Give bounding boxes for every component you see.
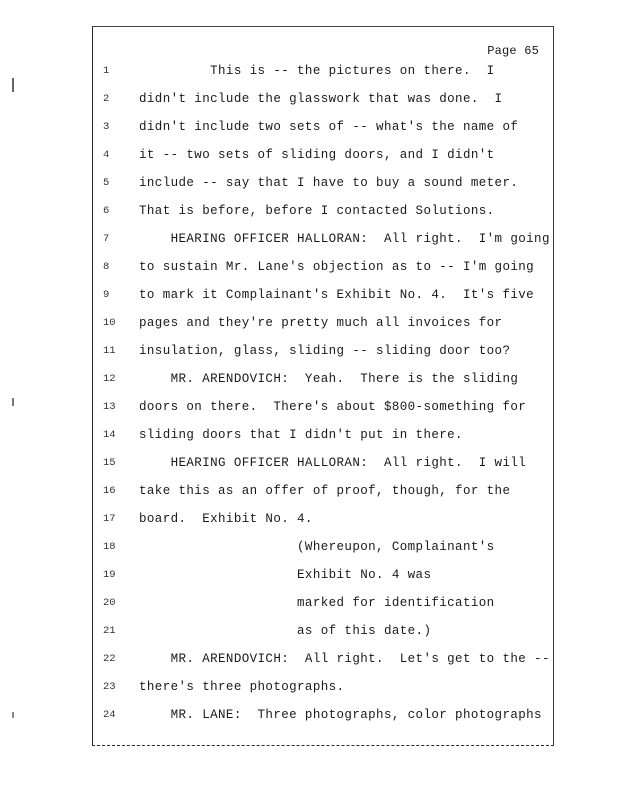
margin-mark bbox=[12, 78, 14, 92]
transcript-line bbox=[93, 289, 553, 309]
line-text: there's three photographs. bbox=[139, 680, 345, 694]
line-number: 9 bbox=[103, 289, 110, 301]
transcript-line bbox=[93, 261, 553, 281]
line-text: sliding doors that I didn't put in there. bbox=[139, 428, 463, 442]
line-text: as of this date.) bbox=[139, 624, 432, 638]
line-number: 8 bbox=[103, 261, 110, 273]
line-number: 23 bbox=[103, 681, 116, 693]
line-text: to sustain Mr. Lane's objection as to -- I'm going bbox=[139, 260, 535, 274]
line-number: 14 bbox=[103, 429, 116, 441]
transcript-line bbox=[93, 625, 553, 645]
line-number: 2 bbox=[103, 93, 110, 105]
transcript-line bbox=[93, 541, 553, 561]
line-text: MR. LANE: Three photographs, color photographs bbox=[139, 708, 542, 722]
line-text: MR. ARENDOVICH: All right. Let's get to the -- bbox=[139, 652, 550, 666]
line-text: MR. ARENDOVICH: Yeah. There is the sliding bbox=[139, 372, 519, 386]
line-number: 17 bbox=[103, 513, 116, 525]
transcript-line bbox=[93, 597, 553, 617]
line-text: HEARING OFFICER HALLORAN: All right. I'm going bbox=[139, 232, 550, 246]
line-number: 5 bbox=[103, 177, 110, 189]
line-number: 3 bbox=[103, 121, 110, 133]
line-text: doors on there. There's about $800-something for bbox=[139, 400, 527, 414]
line-text: to mark it Complainant's Exhibit No. 4. It's five bbox=[139, 288, 535, 302]
transcript-line bbox=[93, 513, 553, 533]
line-text: Exhibit No. 4 was bbox=[139, 568, 432, 582]
transcript-line bbox=[93, 177, 553, 197]
transcript-line bbox=[93, 65, 553, 85]
transcript-line bbox=[93, 401, 553, 421]
line-number: 11 bbox=[103, 345, 116, 357]
line-text: take this as an offer of proof, though, for the bbox=[139, 484, 511, 498]
transcript-line bbox=[93, 681, 553, 701]
line-number: 24 bbox=[103, 709, 116, 721]
line-text: it -- two sets of sliding doors, and I didn't bbox=[139, 148, 495, 162]
line-text: board. Exhibit No. 4. bbox=[139, 512, 313, 526]
line-text: marked for identification bbox=[139, 596, 495, 610]
line-number: 1 bbox=[103, 65, 110, 77]
line-number: 16 bbox=[103, 485, 116, 497]
transcript-line bbox=[93, 709, 553, 729]
transcript-line bbox=[93, 373, 553, 393]
line-number: 6 bbox=[103, 205, 110, 217]
transcript-line bbox=[93, 569, 553, 589]
line-number: 15 bbox=[103, 457, 116, 469]
transcript-line bbox=[93, 653, 553, 673]
line-number: 10 bbox=[103, 317, 116, 329]
line-text: didn't include the glasswork that was done. I bbox=[139, 92, 503, 106]
line-text: This is -- the pictures on there. I bbox=[139, 64, 495, 78]
page-number: Page 65 bbox=[487, 44, 539, 58]
margin-mark bbox=[12, 398, 14, 406]
line-text: didn't include two sets of -- what's the name of bbox=[139, 120, 519, 134]
transcript-line bbox=[93, 345, 553, 365]
transcript-page bbox=[92, 26, 554, 746]
transcript-line bbox=[93, 121, 553, 141]
transcript-line bbox=[93, 233, 553, 253]
line-number: 22 bbox=[103, 653, 116, 665]
transcript-line bbox=[93, 317, 553, 337]
line-number: 18 bbox=[103, 541, 116, 553]
line-text: HEARING OFFICER HALLORAN: All right. I will bbox=[139, 456, 527, 470]
transcript-line bbox=[93, 205, 553, 225]
line-number: 13 bbox=[103, 401, 116, 413]
line-text: (Whereupon, Complainant's bbox=[139, 540, 495, 554]
line-number: 20 bbox=[103, 597, 116, 609]
transcript-line bbox=[93, 93, 553, 113]
transcript-line bbox=[93, 429, 553, 449]
line-number: 19 bbox=[103, 569, 116, 581]
line-number: 12 bbox=[103, 373, 116, 385]
transcript-line bbox=[93, 485, 553, 505]
transcript-line bbox=[93, 457, 553, 477]
line-number: 7 bbox=[103, 233, 110, 245]
line-number: 4 bbox=[103, 149, 110, 161]
transcript-line bbox=[93, 149, 553, 169]
line-text: That is before, before I contacted Solutions. bbox=[139, 204, 495, 218]
line-number: 21 bbox=[103, 625, 116, 637]
line-text: include -- say that I have to buy a sound meter. bbox=[139, 176, 519, 190]
margin-mark bbox=[12, 712, 14, 718]
line-text: pages and they're pretty much all invoices for bbox=[139, 316, 503, 330]
line-text: insulation, glass, sliding -- sliding door too? bbox=[139, 344, 511, 358]
